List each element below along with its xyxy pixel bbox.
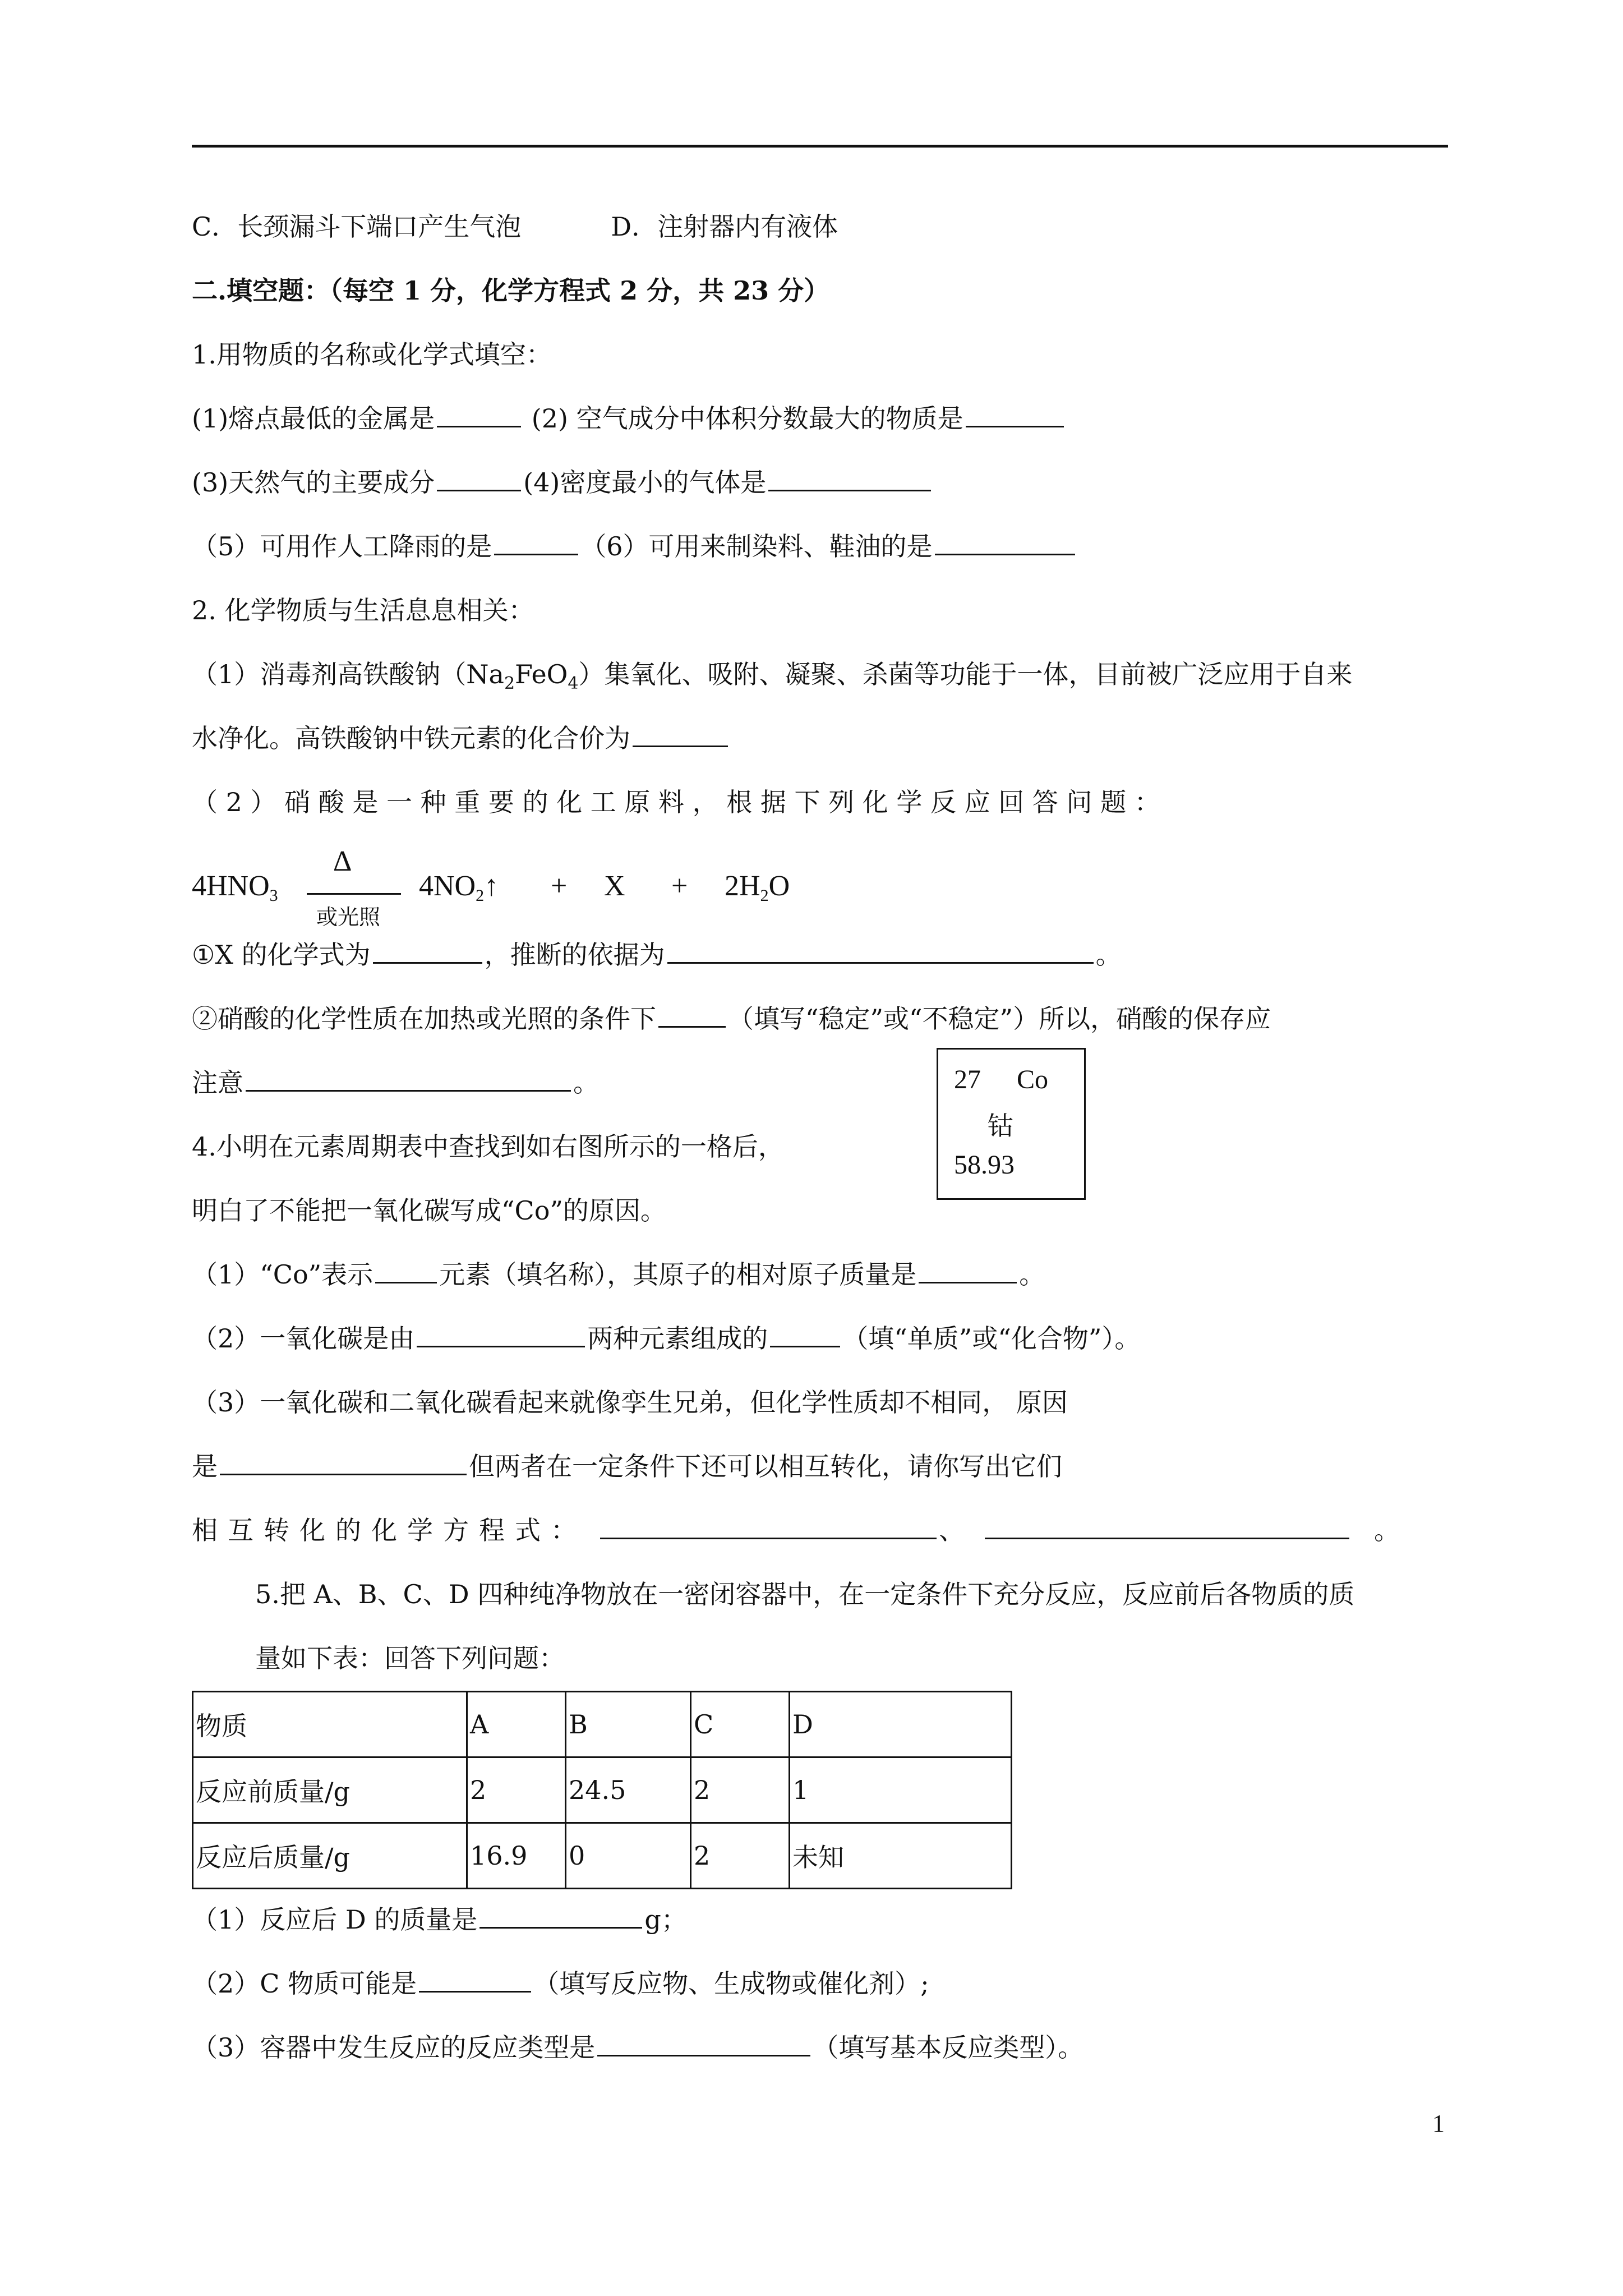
q1-part6: （6）可用来制染料、鞋油的是 — [580, 531, 933, 562]
page-number: 1 — [1432, 2110, 1445, 2137]
answer-blank[interactable] — [494, 529, 578, 555]
eq-bar — [307, 893, 401, 895]
table-cell: 2 — [691, 1757, 790, 1823]
table-cell: 2 — [691, 1823, 790, 1889]
atomic-mass: 58.93 — [954, 1150, 1015, 1180]
eq-condition-light: 或光照 — [316, 905, 381, 930]
q5-part3 — [192, 2030, 1083, 2065]
q2-part2: （ 2 ） 硝 酸 是 一 种 重 要 的 化 工 原 料 ， 根 据 下 列 化 学 反 应 回 答 问 题 ： — [192, 787, 1160, 817]
table-header-cell: D — [790, 1692, 1012, 1757]
q5-text: （填写基本反应类型）。 — [813, 2032, 1084, 2063]
q2-text: 水净化。高铁酸钠中铁元素的化合价为 — [192, 723, 630, 753]
q5-stem-line2: 量如下表：回答下列问题： — [255, 1643, 565, 1673]
eq-text: 2H — [725, 870, 760, 902]
q1-part4: (4)密度最小的气体是 — [523, 467, 767, 498]
subscript: 4 — [568, 674, 579, 693]
gas-arrow-icon: ↑ — [484, 870, 499, 902]
eq-plus: + — [671, 870, 688, 902]
answer-blank[interactable] — [935, 529, 1075, 555]
option-c: C．长颈漏斗下端口产生气泡 — [192, 211, 522, 242]
q2-stem: 2. 化学物质与生活息息相关： — [192, 595, 534, 625]
eq-product1 — [419, 869, 499, 905]
table-cell: 未知 — [790, 1823, 1012, 1889]
answer-blank[interactable] — [437, 401, 521, 427]
q2-text: ①X 的化学式为 — [192, 940, 371, 970]
answer-blank[interactable] — [633, 721, 728, 747]
q2-sub2 — [192, 1001, 1271, 1037]
q1-part5: （5）可用作人工降雨的是 — [192, 531, 492, 562]
eq-text: 4NO — [419, 870, 476, 902]
q5-part2 — [192, 1966, 929, 2001]
atomic-number: 27 — [954, 1065, 981, 1094]
q5-text: （2）C 物质可能是 — [192, 1968, 417, 1999]
q4-text: （2）一氧化碳是由 — [192, 1323, 415, 1354]
prev-question-options — [192, 209, 838, 245]
q2-text: 。 — [573, 1068, 599, 1098]
q5-text: （3）容器中发生反应的反应类型是 — [192, 2032, 596, 2063]
table-header-cell: 物质 — [193, 1692, 467, 1757]
table-row — [193, 1757, 1012, 1823]
answer-blank[interactable] — [919, 1257, 1017, 1283]
q5-part1 — [192, 1902, 687, 1938]
q2-text: ）集氧化、吸附、凝聚、杀菌等功能于一体，目前被广泛应用于自来 — [578, 659, 1353, 689]
q4-part3-line3 — [192, 1512, 1400, 1548]
q4-text: 是 — [192, 1451, 218, 1481]
table-row — [193, 1823, 1012, 1889]
q2-text: （1）消毒剂高铁酸钠（Na — [192, 659, 504, 689]
q2-sub1 — [192, 937, 1122, 973]
answer-blank[interactable] — [600, 1513, 937, 1539]
element-symbol: Co — [1017, 1065, 1049, 1094]
table-header-cell: C — [691, 1692, 790, 1757]
eq-text: 4HNO — [192, 870, 270, 902]
q2-sub2-line2 — [192, 1065, 599, 1101]
q1-line3 — [192, 528, 1077, 564]
table-cell: 0 — [566, 1823, 691, 1889]
table-header-cell: A — [467, 1692, 566, 1757]
q4-part3-line2 — [192, 1448, 1062, 1484]
subscript: 2 — [504, 674, 515, 693]
answer-blank[interactable] — [985, 1513, 1349, 1539]
q1-part1: (1)熔点最低的金属是 — [192, 403, 435, 434]
q5-text: （填写反应物、生成物或催化剂）; — [533, 1968, 929, 1999]
answer-blank[interactable] — [220, 1449, 467, 1475]
section-heading: 二.填空题：（每空 1 分，化学方程式 2 分，共 23 分） — [192, 275, 830, 306]
table-cell: 24.5 — [566, 1757, 691, 1823]
q2-text: 注意 — [192, 1068, 243, 1098]
q4-part3-line1: （3）一氧化碳和二氧化碳看起来就像孪生兄弟，但化学性质却不相同， 原因 — [192, 1387, 1068, 1418]
q5-stem: 5.把 A、B、C、D 四种纯净物放在一密闭容器中，在一定条件下充分反应，反应前后各物质的质 — [255, 1579, 1355, 1609]
eq-plus: + — [551, 870, 568, 902]
q2-text: 。 — [1095, 940, 1122, 970]
table-cell: 反应后质量/g — [193, 1823, 467, 1889]
q4-text: 但两者在一定条件下还可以相互转化，请你写出它们 — [469, 1451, 1062, 1481]
table-header-cell: B — [566, 1692, 691, 1757]
answer-blank[interactable] — [597, 2030, 810, 2056]
answer-blank[interactable] — [246, 1065, 571, 1092]
q4-text: 相互转化的化学方程式： — [192, 1515, 587, 1545]
q4-text: （1）“Co”表示 — [192, 1259, 374, 1290]
q1-stem: 1.用物质的名称或化学式填空： — [192, 339, 552, 370]
answer-blank[interactable] — [658, 1001, 726, 1028]
q5-text: g； — [644, 1904, 687, 1935]
eq-x: X — [604, 870, 625, 902]
q4-text: 。 — [1374, 1515, 1400, 1545]
q4-part1 — [192, 1257, 1045, 1292]
periodic-table-cell — [937, 1048, 1086, 1200]
table-cell: 1 — [790, 1757, 1012, 1823]
q2-text: （填写“稳定”或“不稳定”）所以，硝酸的保存应 — [728, 1004, 1271, 1034]
answer-blank[interactable] — [966, 401, 1064, 427]
table-cell: 2 — [467, 1757, 566, 1823]
q4-text: 元素（填名称），其原子的相对原子质量是 — [439, 1259, 917, 1290]
eq-product3 — [725, 869, 790, 905]
subscript: 3 — [269, 886, 278, 905]
q4-text: （填“单质”或“化合物”）。 — [842, 1323, 1141, 1354]
q2-part1-line1 — [192, 656, 1352, 702]
header-rule — [192, 145, 1448, 148]
answer-blank[interactable] — [768, 465, 931, 491]
eq-reactant — [192, 869, 278, 905]
q2-text: FeO — [515, 659, 568, 689]
q4-text: 两种元素组成的 — [587, 1323, 768, 1354]
q4-text: 小明在元素周期表中查找到如右图所示的一格后， — [216, 1131, 784, 1162]
q1-line2 — [192, 464, 933, 500]
eq-text: O — [768, 870, 790, 902]
table-cell: 反应前质量/g — [193, 1757, 467, 1823]
q4-stem-line2: 明白了不能把一氧化碳写成“Co”的原因。 — [192, 1195, 666, 1226]
answer-blank[interactable] — [479, 1902, 642, 1929]
answer-blank[interactable] — [770, 1321, 840, 1347]
q1-part3: (3)天然气的主要成分 — [192, 467, 435, 498]
option-d: D．注射器内有液体 — [611, 211, 838, 242]
q1-part2: (2) 空气成分中体积分数最大的物质是 — [531, 403, 963, 434]
answer-blank[interactable] — [667, 937, 1094, 964]
element-name: 钴 — [988, 1111, 1013, 1141]
nitric-acid-equation — [192, 845, 809, 931]
q2-text: ，推断的依据为 — [484, 940, 665, 970]
table-row — [193, 1692, 1012, 1757]
answer-blank[interactable] — [373, 937, 482, 964]
q1-line1 — [192, 401, 1066, 436]
q4-text: 、 — [939, 1515, 965, 1545]
q4-number: 4. — [192, 1131, 216, 1162]
answer-blank[interactable] — [375, 1257, 437, 1283]
subscript: 2 — [476, 886, 485, 905]
q4-text: 。 — [1019, 1259, 1045, 1290]
table-cell: 16.9 — [467, 1823, 566, 1889]
q5-text: （1）反应后 D 的质量是 — [192, 1904, 478, 1935]
q2-text: ②硝酸的化学性质在加热或光照的条件下 — [192, 1004, 656, 1034]
q4-part2 — [192, 1320, 1140, 1356]
answer-blank[interactable] — [437, 465, 521, 491]
q4-stem — [192, 1129, 784, 1165]
mass-table — [192, 1691, 1012, 1889]
subscript: 2 — [760, 886, 769, 905]
eq-condition-heat: Δ — [333, 845, 352, 877]
q2-part1-line2 — [192, 720, 730, 756]
answer-blank[interactable] — [419, 1966, 531, 1993]
answer-blank[interactable] — [417, 1321, 585, 1347]
